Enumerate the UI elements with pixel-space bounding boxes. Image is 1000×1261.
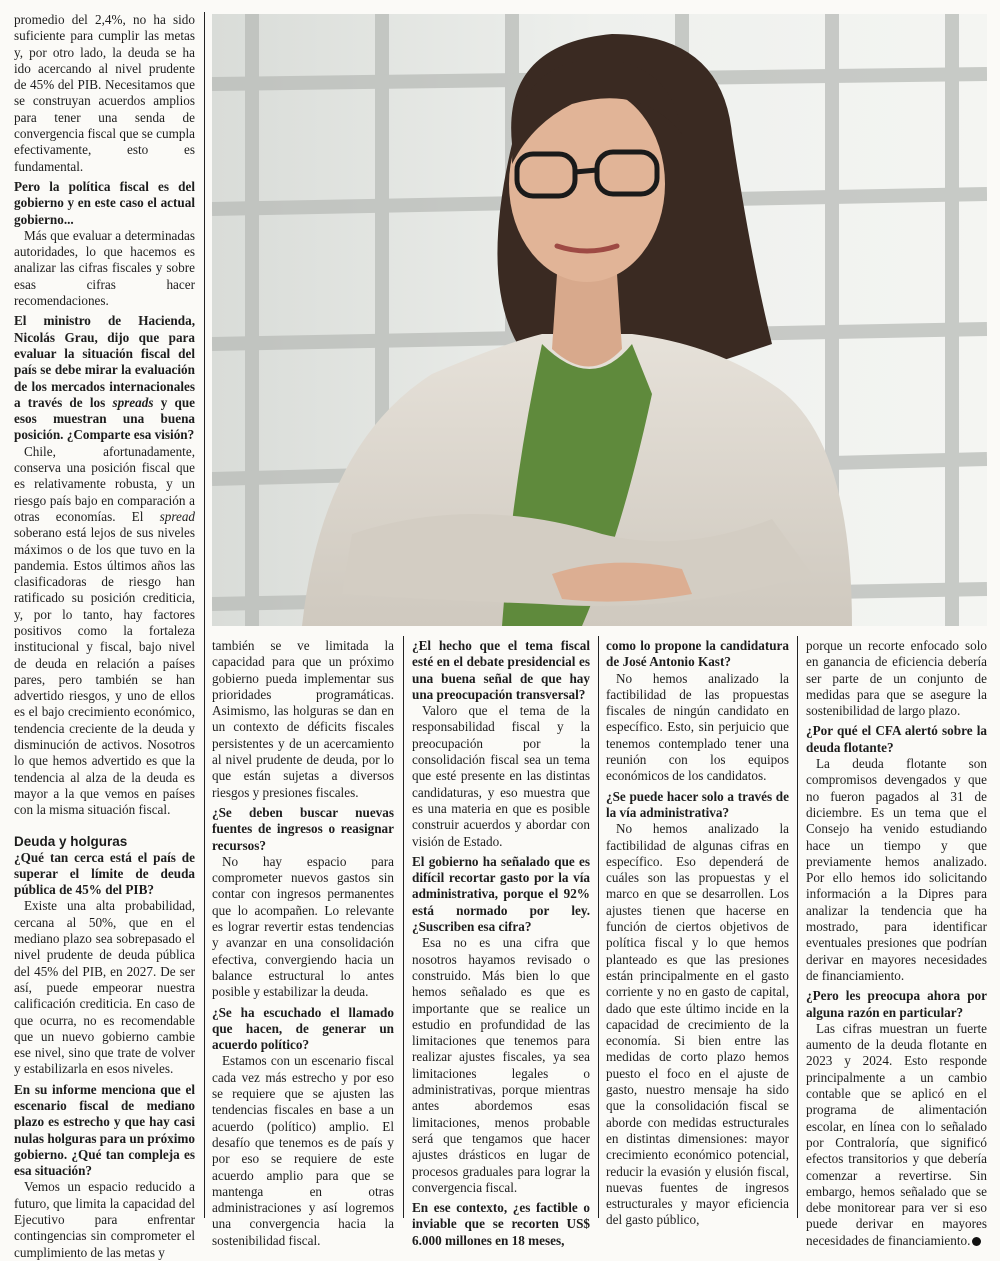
interview-question: Pero la política fiscal es del gobierno y en este caso el actual gobierno... bbox=[14, 178, 195, 227]
interview-question: En ese contexto, ¿es factible o inviable que se recorten US$ 6.000 millones en 18 meses, bbox=[412, 1200, 590, 1248]
article-column-1 bbox=[14, 12, 195, 1261]
interview-question: ¿Se puede hacer solo a través de la vía administrativa? bbox=[606, 788, 789, 820]
emphasis-term: spreads bbox=[112, 394, 154, 410]
paragraph: también se ve limitada la capacidad para que un próximo gobierno pueda implementar sus prioridades programáticas. Asimismo, las holguras se dan en un contexto de déficits fiscales persistentes y de un acercamiento al nivel prudente de deuda, por lo que están sujetas a diversos riesgos y presiones fiscales. bbox=[212, 638, 394, 800]
column-rule bbox=[598, 636, 599, 1218]
interview-answer: La deuda flotante son compromisos devengados y que no fueron pagados al 31 de diciembre. Es un tema que el Consejo ha venido estudiando hace un tiempo y que previamente hemos analizado. Por ello hemos ido solicitando información a la Dipres para analizar la tendencia que ha mostrado, para identificar eventuales presiones que podrían derivar en mayores necesidades de financiamiento. bbox=[806, 756, 987, 983]
article-column-3 bbox=[412, 638, 590, 1249]
interview-answer: Las cifras muestran un fuerte aumento de la deuda flotante en 2023 y 2024. Esto responde principalmente a un cambio contable que se aplicó en el programa de alimentación escolar, en línea con lo señalado por Contraloría, que significó efectos transitorios y que debería comenzar a revertirse. Sin embargo, hemos señalado que se debe monitorear para ver si eso puede derivar en mayores necesidades de financiamiento. bbox=[806, 1020, 987, 1248]
interview-answer: Chile, afortunadamente, conserva una posición fiscal que es relativamente robusta, y un riesgo país bajo en comparación a otras economías. El spread soberano está lejos de sus niveles máximos o de los que tuvo en la pandemia. Estos últimos años las clasificadoras de riesgo han ratificado su posición crediticia, y, por lo tanto, hay factores positivos como la fortaleza institucional y fiscal, bajo nivel de deuda en relación a países pares, pero también se han advertido riesgos, y uno de ellos es el bajo crecimiento económico, tendencia creciente de la deuda y disminución de activos. Nosotros lo que hemos advertido es que la tendencia al alza de la deuda es mayor a la que vemos en países con la misma situación fiscal. bbox=[14, 443, 196, 818]
portrait-illustration bbox=[212, 14, 987, 626]
article-column-5 bbox=[806, 638, 987, 1249]
interview-answer: No hay espacio para comprometer nuevos gastos sin contar con ingresos permanentes que lo acompañen. Lo relevante es lograr revertir estas tendencias y avanzar en una consolidación efectiva, convergiendo hacia un balance estructural lo antes posible y estabilizar la deuda. bbox=[212, 853, 394, 1000]
interview-question: El ministro de Hacienda, Nicolás Grau, dijo que para evaluar la situación fiscal del país se debe mirar la evaluación de los mercados internacionales a través de los spreads y que esos muestran una buena posición. ¿Comparte esa visión? bbox=[14, 313, 196, 443]
section-heading: Deuda y holguras bbox=[14, 833, 128, 849]
interview-answer: Estamos con un escenario fiscal cada vez más estrecho y por eso se requiere que se ajusten las tendencias fiscales en base a un acuerdo (político) amplio. El desafío que tenemos es de país y por eso se requiere de este acuerdo amplio para que se mantenga en otras administraciones y así logremos una convergencia hacia la sostenibilidad fiscal. bbox=[212, 1053, 394, 1248]
interview-answer: Vemos un espacio reducido a futuro, que limita la capacidad del Ejecutivo para enfrentar contingencias sin comprometer el cumplimiento de las metas y bbox=[14, 1179, 195, 1260]
interview-answer: Existe una alta probabilidad, cercana al 50%, que en el mediano plazo sea sobrepasado el nivel prudente de deuda pública del 45% del PIB, en 2027. De ser así, puede empeorar nuestra calificación crediticia. En caso de que ocurra, no es recomendable que un nuevo gobierno cambie ese nivel, sino que trate de volver y estabilizarla en esos niveles. bbox=[14, 898, 195, 1077]
interview-answer: Valoro que el tema de la responsabilidad fiscal y la preocupación por la consolidación fiscal sea un tema que esté presente en las distintas candidaturas, y eso muestra que es una materia en que es posible construir acuerdos y abordar con visión de Estado. bbox=[412, 703, 590, 849]
paragraph: promedio del 2,4%, no ha sido suficiente para cumplir las metas y, por otro lado, la deuda se ha ido acercando al nivel prudente de 45% del PIB. Necesitamos que se construyan acuerdos amplios para tener una senda de convergencia fiscal que se cumpla efectivamente, esto es fundamental. bbox=[14, 12, 195, 174]
emphasis-term: spread bbox=[159, 508, 196, 524]
interview-answer: No hemos analizado la factibilidad de algunas cifras en específico. Eso dependerá de cuáles son las propuestas y el marco en que se desarrollen. Los ajustes tienen que hacerse en función de ciertos objetivos de política fiscal y lo que hemos planteado es que las presiones están principalmente en el gasto corriente y no en gasto de capital, dado que este último incide en la capacidad de crecimiento de la economía. Si bien entre las medidas de corto plazo hemos puesto el foco en el ajuste de gasto, nuestro mensaje ha sido que la consolidación fiscal se aborde con medidas estructurales en distintas dimensiones: mayor crecimiento económico potencial, reducir la evasión y elusión fiscal, nuevas fuentes de ingresos estructurales y mayor eficiencia del gasto público, bbox=[606, 821, 789, 1228]
article-column-2 bbox=[212, 638, 394, 1249]
interview-question: ¿Se deben buscar nuevas fuentes de ingresos o reasignar recursos? bbox=[212, 804, 394, 853]
interview-answer: No hemos analizado la factibilidad de las propuestas fiscales de ningún candidato en específico. Esto, sin perjuicio que tenemos contemplado tener una reunión con los equipos económicos de los candidatos. bbox=[606, 670, 789, 784]
article-column-4 bbox=[606, 638, 789, 1229]
column-rule bbox=[403, 636, 404, 1218]
column-rule bbox=[204, 12, 205, 1218]
interview-answer: Esa no es una cifra que nosotros hayamos revisado o construido. Más bien lo que hemos señalado es que es importante que se realice un estudio en profundidad de las limitaciones que tenemos para realizar ajustes fiscales, ya sea limitaciones legales o administrativas, porque mientras antes abordemos esas limitaciones, menos probable será que tengamos que hacer ajustes drásticos en lugar de procesos graduales para lograr la convergencia fiscal. bbox=[412, 935, 590, 1195]
interview-question: ¿Se ha escuchado el llamado que hacen, de generar un acuerdo político? bbox=[212, 1004, 394, 1053]
column-rule bbox=[797, 636, 798, 1218]
end-of-article-icon bbox=[972, 1237, 981, 1246]
interview-answer: Más que evaluar a determinadas autoridades, lo que hacemos es analizar las cifras fiscales y sobre esas cifras hacer recomendaciones. bbox=[14, 227, 195, 309]
paragraph: porque un recorte enfocado solo en ganancia de eficiencia debería ser parte de un conjunto de medidas para que se asegure la sostenibilidad de largo plazo. bbox=[806, 638, 987, 719]
interview-question: ¿Por qué el CFA alertó sobre la deuda flotante? bbox=[806, 723, 987, 755]
interview-question: como lo propone la candidatura de José Antonio Kast? bbox=[606, 638, 789, 670]
interview-question: ¿Qué tan cerca está el país de superar el límite de deuda pública de 45% del PIB? bbox=[14, 849, 195, 898]
portrait-photo bbox=[212, 14, 987, 626]
interview-question: El gobierno ha señalado que es difícil recortar gasto por la vía administrativa, porque el 92% está normado por ley. ¿Suscriben esa cifra? bbox=[412, 853, 590, 935]
interview-question: ¿El hecho que el tema fiscal esté en el debate presidencial es una buena señal de que hay una preocupación transversal? bbox=[412, 638, 590, 702]
interview-question: En su informe menciona que el escenario fiscal de mediano plazo es estrecho y que hay casi nulas holguras para un próximo gobierno. ¿Qué tan compleja es esa situación? bbox=[14, 1081, 196, 1179]
interview-question: ¿Pero les preocupa ahora por alguna razón en particular? bbox=[806, 988, 987, 1020]
